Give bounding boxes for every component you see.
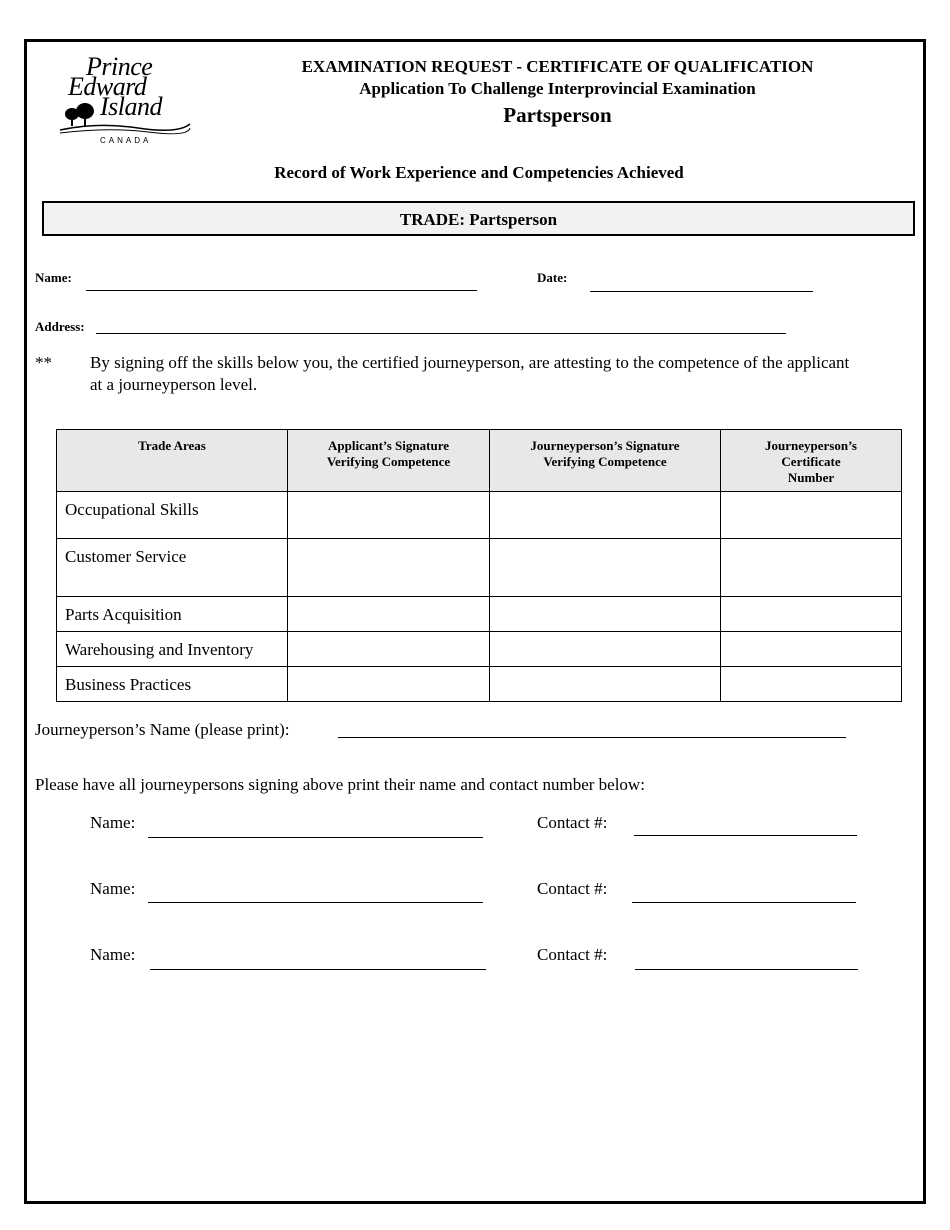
table-header-row — [57, 430, 902, 492]
header-journeyperson-signature — [490, 430, 721, 492]
trade-area-cell: Parts Acquisition — [57, 597, 288, 632]
note-line-1: By signing off the skills below you, the certified journeyperson, are attesting to the competence of the applicant — [90, 353, 850, 372]
logo-word-prince: Prince — [86, 52, 153, 81]
applicant-signature-cell[interactable] — [288, 597, 490, 632]
trade-area-cell: Customer Service — [57, 539, 288, 597]
applicant-signature-cell[interactable] — [288, 492, 490, 539]
contact-name-label: Name: — [90, 879, 136, 898]
contact-name-label: Name: — [90, 813, 136, 832]
certificate-number-cell[interactable] — [721, 632, 902, 667]
table-row — [57, 539, 902, 597]
trade-area-cell: Business Practices — [57, 667, 288, 702]
header-text: Verifying Competence — [543, 454, 667, 469]
journeyperson-signature-cell[interactable] — [490, 632, 721, 667]
competency-table — [56, 429, 902, 702]
applicant-signature-cell[interactable] — [288, 667, 490, 702]
logo-country: CANADA — [100, 136, 152, 145]
trade-area-cell: Warehousing and Inventory — [57, 632, 288, 667]
trade-heading: Partsperson — [503, 103, 612, 127]
journeyperson-signature-cell[interactable] — [490, 597, 721, 632]
date-label: Date: — [537, 270, 568, 285]
trade-area-cell: Occupational Skills — [57, 492, 288, 539]
certificate-number-cell[interactable] — [721, 667, 902, 702]
logo-word-edward: Edward — [68, 72, 147, 101]
table-row — [57, 632, 902, 667]
applicant-signature-cell[interactable] — [288, 632, 490, 667]
table-row — [57, 597, 902, 632]
section-title: Record of Work Experience and Competencies Achieved — [274, 163, 684, 182]
applicant-signature-cell[interactable] — [288, 539, 490, 597]
contact-number-field[interactable] — [635, 969, 858, 970]
header-trade-areas — [57, 430, 288, 492]
journeyperson-name-field[interactable] — [338, 737, 846, 738]
header-text: Journeyperson’s Signature — [530, 438, 680, 453]
contact-name-field[interactable] — [148, 902, 483, 903]
contact-name-field[interactable] — [148, 837, 483, 838]
journeyperson-signature-cell[interactable] — [490, 539, 721, 597]
contact-number-label: Contact #: — [537, 945, 608, 964]
table-row — [57, 667, 902, 702]
journeyperson-signature-cell[interactable] — [490, 667, 721, 702]
contact-name-field[interactable] — [150, 969, 486, 970]
header-text: Journeyperson’s — [765, 438, 857, 453]
certificate-number-cell[interactable] — [721, 492, 902, 539]
note-line-2: at a journeyperson level. — [90, 375, 258, 394]
certificate-number-cell[interactable] — [721, 597, 902, 632]
contact-number-label: Contact #: — [537, 813, 608, 832]
certificate-number-cell[interactable] — [721, 539, 902, 597]
header-applicant-signature — [288, 430, 490, 492]
journeyperson-signature-cell[interactable] — [490, 492, 721, 539]
logo-word-island: Island — [100, 92, 162, 121]
form-subtitle: Application To Challenge Interprovincial Examination — [359, 79, 756, 98]
contact-number-field[interactable] — [632, 902, 856, 903]
journeyperson-name-label: Journeyperson’s Name (please print): — [35, 720, 290, 739]
header-certificate-number — [721, 430, 902, 492]
address-field[interactable] — [96, 333, 786, 334]
header-text: Verifying Competence — [326, 454, 451, 469]
contact-number-label: Contact #: — [537, 879, 608, 898]
header-text: Number — [787, 470, 835, 485]
table-row — [57, 492, 902, 539]
contact-name-label: Name: — [90, 945, 136, 964]
date-field[interactable] — [590, 291, 813, 292]
form-title: EXAMINATION REQUEST - CERTIFICATE OF QUALIFICATION — [301, 57, 814, 76]
tree-icon — [58, 102, 193, 138]
name-label: Name: — [35, 270, 72, 285]
contact-number-field[interactable] — [634, 835, 857, 836]
contact-instruction: Please have all journeypersons signing above print their name and contact number below: — [35, 775, 645, 794]
address-label: Address: — [35, 319, 85, 334]
header-text: Certificate — [781, 454, 841, 469]
trade-box: TRADE: Partsperson — [42, 201, 915, 236]
name-field[interactable] — [86, 290, 477, 291]
note-marker: ** — [35, 353, 52, 372]
pei-logo — [58, 52, 193, 152]
header-text: Trade Areas — [138, 438, 206, 453]
header-text: Applicant’s Signature — [328, 438, 449, 453]
